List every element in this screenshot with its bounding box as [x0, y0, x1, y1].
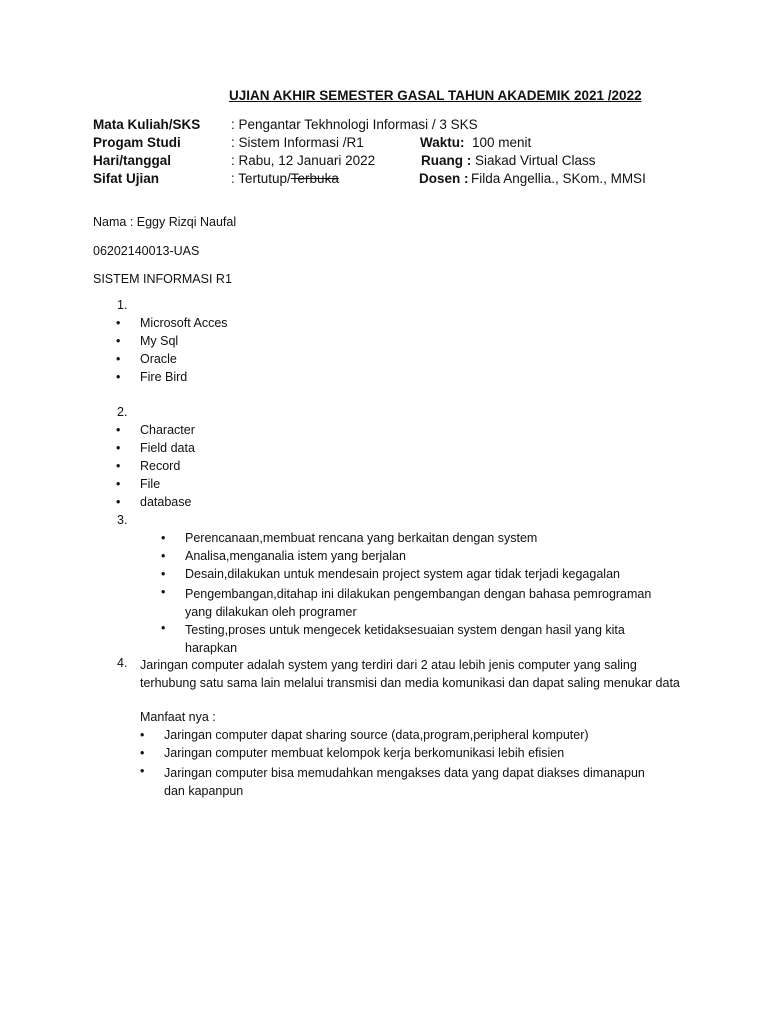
q4-manfaat-label: Manfaat nya : — [140, 710, 216, 724]
bullet-icon: • — [116, 352, 121, 366]
bullet-icon: • — [116, 441, 121, 455]
student-program: SISTEM INFORMASI R1 — [93, 272, 232, 286]
bullet-icon: • — [116, 459, 121, 473]
dosen-label: Dosen : — [419, 171, 469, 186]
bullet-icon: • — [116, 495, 121, 509]
bullet-icon: • — [140, 764, 145, 778]
q4-text: Jaringan computer adalah system yang terdiri dari 2 atau lebih jenis computer yang saling terhubung satu sama lain melalui transmisi dan media komunikasi dan dapat saling menukar data — [140, 658, 680, 690]
bullet-icon: • — [116, 334, 121, 348]
mata-kuliah-value: : Pengantar Tekhnologi Informasi / 3 SKS — [231, 117, 478, 132]
waktu-label: Waktu: — [420, 135, 465, 150]
sifat-ujian-terbuka-struck: Terbuka — [290, 171, 339, 186]
ruang-value: Siakad Virtual Class — [475, 153, 596, 168]
bullet-icon: • — [140, 728, 145, 742]
document-page: UJIAN AKHIR SEMESTER GASAL TAHUN AKADEMIK 2021 /2022 Mata Kuliah/SKS : Pengantar Tekhnologi Informasi / 3 SKS Progam Studi : Sistem Informasi /R1 Waktu: 100 menit Hari/tanggal : Rabu, 12 Januari 2022 Ruang : Siakad Virtual Class Sifat Ujian : Tertutup/Terbuka Dosen : Filda Angellia., SKom., MMSI Nama : Eggy Rizqi Naufal 06202140013-UAS SISTEM INFORMASI R1 1. • Microsoft Acces • My Sql • Oracle • Fire Bird 2. • Character • Field data • Record • File • database 3. • Perencanaan,membuat rencana yang berkaitan dengan system • Analisa,menganalia istem yang berjalan • Desain,dilakukan untuk mendesain project system agar tidak terjadi kegagalan • Pengembangan,ditahap ini dilakukan pengembangan dengan bahasa pemrograman yang dilakukan oleh programer • Testing,proses untuk mengecek ketidaksesuaian system dengan hasil yang kita harapkan 4. Jaringan computer adalah system yang terdiri dari 2 atau lebih jenis computer yang saling terhubung satu sama lain melalui transmisi dan media komunikasi dan dapat saling menukar data Manfaat nya : • Jaringan computer dapat sharing source (data,program,peripheral komputer) • Jaringan computer membuat kelompok kerja berkomunikasi lebih efisien • Jaringan computer bisa memudahkan mengakses data yang dapat diakses dimanapun dan kapanpun — [0, 0, 768, 1024]
hari-tanggal-label: Hari/tanggal — [93, 153, 172, 168]
bullet-icon: • — [140, 746, 145, 760]
bullet-icon: • — [161, 621, 166, 635]
dosen-value: Filda Angellia., SKom., MMSI — [471, 171, 646, 186]
sifat-ujian-label: Sifat Ujian — [93, 171, 160, 186]
ruang-label: Ruang : — [421, 153, 472, 168]
mata-kuliah-label: Mata Kuliah/SKS — [93, 117, 201, 132]
bullet-icon: • — [116, 477, 121, 491]
q4-number: 4. — [117, 656, 128, 670]
student-id: 06202140013-UAS — [93, 244, 200, 258]
bullet-icon: • — [161, 567, 166, 581]
bullet-icon: • — [161, 549, 166, 563]
bullet-icon: • — [116, 370, 121, 384]
bullet-icon: • — [161, 585, 166, 599]
bullet-icon: • — [161, 531, 166, 545]
progam-studi-label: Progam Studi — [93, 135, 181, 150]
q1-number: 1. — [117, 298, 128, 312]
bullet-icon: • — [116, 423, 121, 437]
sifat-ujian-value — [231, 171, 339, 186]
student-name: Nama : Eggy Rizqi Naufal — [93, 215, 237, 229]
waktu-value: 100 menit — [472, 135, 532, 150]
sifat-ujian-tertutup: : Tertutup/ — [231, 171, 291, 186]
bullet-icon: • — [116, 316, 121, 330]
q3-number: 3. — [117, 513, 128, 527]
exam-title: UJIAN AKHIR SEMESTER GASAL TAHUN AKADEMIK 2021 /2022 — [229, 88, 642, 103]
hari-tanggal-value: : Rabu, 12 Januari 2022 — [231, 153, 376, 168]
q2-number: 2. — [117, 405, 128, 419]
progam-studi-value: : Sistem Informasi /R1 — [231, 135, 364, 150]
